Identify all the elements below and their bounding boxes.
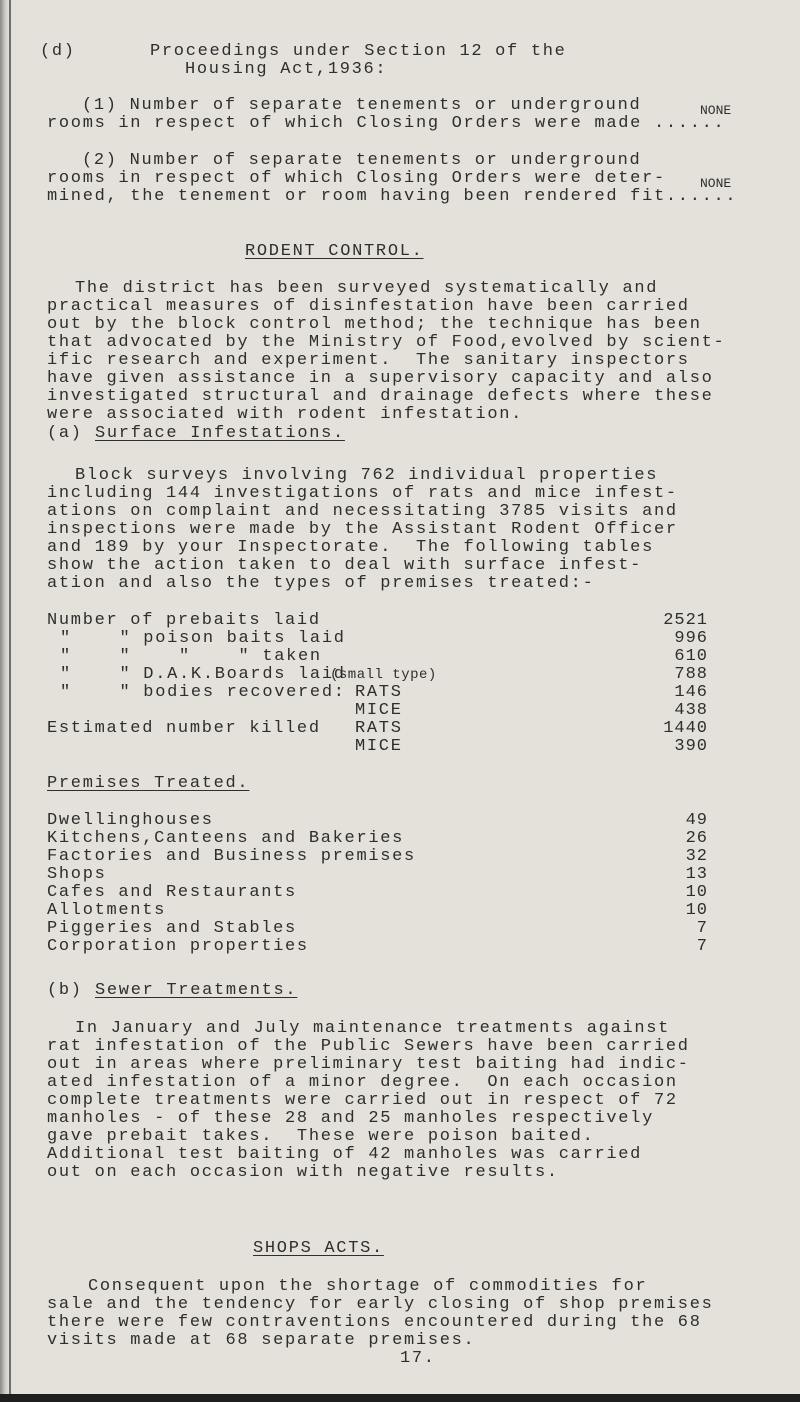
paragraph-line: sale and the tendency for early closing of shop premises <box>47 1295 714 1314</box>
premises-label: Allotments <box>47 901 167 920</box>
premises-heading: Premises Treated. <box>47 774 250 793</box>
row-value: 610 <box>674 647 708 666</box>
shops-acts-heading: SHOPS ACTS. <box>253 1239 384 1258</box>
paragraph-line: In January and July maintenance treatments against <box>75 1019 671 1038</box>
section-label-d: (d) <box>40 42 76 61</box>
housing-title-line-1: Proceedings under Section 12 of the <box>150 42 567 61</box>
row-value: 146 <box>674 683 708 702</box>
row-value: 996 <box>674 629 708 648</box>
page-binding-line <box>9 0 11 1402</box>
row-qualifier: RATS <box>355 719 403 738</box>
premises-count: 13 <box>685 865 708 884</box>
paragraph-line: Block surveys involving 762 individual properties <box>75 466 659 485</box>
paragraph-line: out in areas where preliminary test baiting had indic- <box>47 1055 690 1074</box>
premises-label: Shops <box>47 865 107 884</box>
premises-count: 7 <box>696 937 708 956</box>
housing-item1-line: (1) Number of separate tenements or underground <box>82 96 642 115</box>
paragraph-line: investigated structural and drainage defects where these <box>47 387 714 406</box>
paragraph-line: ations on complaint and necessitating 3785 visits and <box>47 502 678 521</box>
premises-label: Corporation properties <box>47 937 309 956</box>
row-label: Number of prebaits laid <box>47 611 321 630</box>
premises-count: 10 <box>685 901 708 920</box>
row-value: 788 <box>674 665 708 684</box>
housing-item2-line: rooms in respect of which Closing Orders were deter- <box>47 169 666 188</box>
premises-label: Piggeries and Stables <box>47 919 297 938</box>
paragraph-line: have given assistance in a supervisory capacity and also <box>47 369 714 388</box>
paragraph-line: rat infestation of the Public Sewers have been carried <box>47 1037 690 1056</box>
surface-infestations-heading: Surface Infestations. <box>95 424 345 443</box>
premises-count: 49 <box>685 811 708 830</box>
row-label: " " D.A.K.Boards laid <box>60 665 346 684</box>
page-number: 17. <box>400 1349 436 1368</box>
paragraph-line: ation and also the types of premises treated:- <box>47 574 595 593</box>
row-qualifier: MICE <box>355 701 403 720</box>
premises-label: Factories and Business premises <box>47 847 416 866</box>
premises-count: 7 <box>696 919 708 938</box>
paragraph-line: visits made at 68 separate premises. <box>47 1331 476 1350</box>
paragraph-line: inspections were made by the Assistant Rodent Officer <box>47 520 678 539</box>
rodent-control-heading: RODENT CONTROL. <box>245 242 424 261</box>
section-label-b: (b) <box>47 981 83 1000</box>
housing-item2-line: mined, the tenement or room having been rendered fit...... <box>47 187 738 206</box>
sewer-treatments-heading: Sewer Treatments. <box>95 981 298 1000</box>
row-label: Estimated number killed <box>47 719 321 738</box>
row-qualifier: (small type) <box>330 667 437 683</box>
paragraph-line: The district has been surveyed systematically and <box>75 279 659 298</box>
paragraph-line: gave prebait takes. These were poison baited. <box>47 1127 595 1146</box>
paragraph-line: Consequent upon the shortage of commodities for <box>88 1277 648 1296</box>
housing-item2-line: (2) Number of separate tenements or underground <box>82 151 642 170</box>
section-label-a: (a) <box>47 424 83 443</box>
paragraph-line: out by the block control method; the technique has been <box>47 315 702 334</box>
row-qualifier: MICE <box>355 737 403 756</box>
paragraph-line: that advocated by the Ministry of Food,evolved by scient- <box>47 333 726 352</box>
row-label: " " " " taken <box>60 647 322 666</box>
paragraph-line: Additional test baiting of 42 manholes was carried <box>47 1145 643 1164</box>
row-value: 390 <box>674 737 708 756</box>
paragraph-line: complete treatments were carried out in respect of 72 <box>47 1091 678 1110</box>
row-label: " " bodies recovered: <box>60 683 346 702</box>
premises-label: Dwellinghouses <box>47 811 214 830</box>
premises-label: Kitchens,Canteens and Bakeries <box>47 829 405 848</box>
premises-count: 10 <box>685 883 708 902</box>
paragraph-line: including 144 investigations of rats and mice infest- <box>47 484 678 503</box>
paragraph-line: show the action taken to deal with surface infest- <box>47 556 643 575</box>
paragraph-line: there were few contraventions encountered during the 68 <box>47 1313 702 1332</box>
paragraph-line: manholes - of these 28 and 25 manholes respectively <box>47 1109 654 1128</box>
premises-label: Cafes and Restaurants <box>47 883 297 902</box>
row-value: 2521 <box>663 611 708 630</box>
housing-title-line-2: Housing Act,1936: <box>185 60 388 79</box>
row-value: 438 <box>674 701 708 720</box>
paragraph-line: were associated with rodent infestation. <box>47 405 524 424</box>
premises-count: 32 <box>685 847 708 866</box>
paragraph-line: ated infestation of a minor degree. On each occasion <box>47 1073 678 1092</box>
paragraph-line: out on each occasion with negative results. <box>47 1163 559 1182</box>
page-binding-edge <box>0 0 9 1402</box>
paragraph-line: and 189 by your Inspectorate. The following tables <box>47 538 654 557</box>
housing-item1-value: NONE <box>700 103 732 118</box>
row-value: 1440 <box>663 719 708 738</box>
premises-count: 26 <box>685 829 708 848</box>
row-qualifier: RATS <box>355 683 403 702</box>
page-bottom-edge <box>0 1394 800 1402</box>
housing-item2-value: NONE <box>700 176 732 191</box>
row-label: " " poison baits laid <box>60 629 346 648</box>
housing-item1-line: rooms in respect of which Closing Orders were made ...... <box>47 114 726 133</box>
paragraph-line: ific research and experiment. The sanitary inspectors <box>47 351 690 370</box>
paragraph-line: practical measures of disinfestation have been carried <box>47 297 690 316</box>
